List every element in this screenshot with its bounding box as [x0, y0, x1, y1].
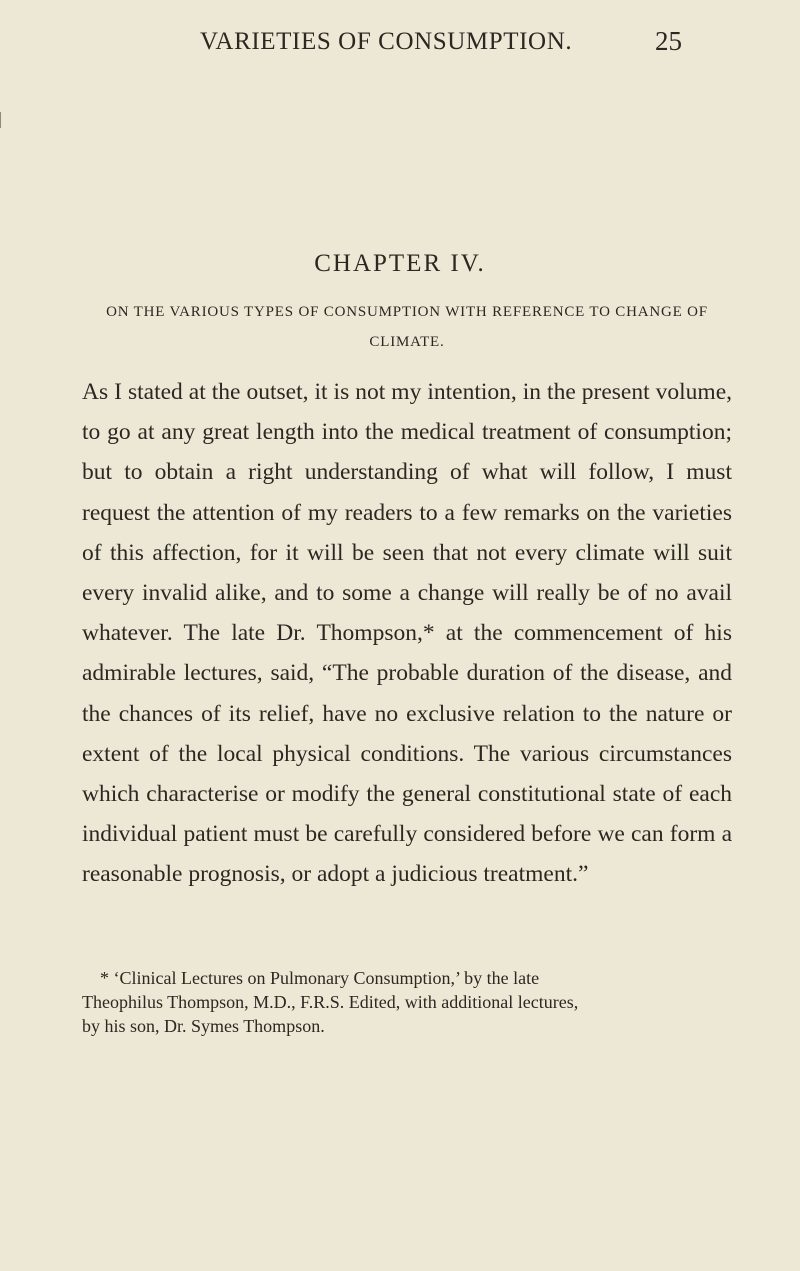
- footnote-line: Theophilus Thompson, M.D., F.R.S. Edited, with additional lectures,: [82, 992, 579, 1012]
- body-paragraph: As I stated at the outset, it is not my intention, in the present volume, to go at any great length into the medical treatment of consumption; but to obtain a right understanding of what will follow, I must request the attention of my readers to a few remarks on the varieties of this affection, for it will be seen that not every climate will suit every invalid alike, and to some a change will really be of no avail whatever. The late Dr. Thompson,* at the commencement of his admirable lectures, said, “The probable duration of the disease, and the chances of its relief, have no exclusive relation to the nature or extent of the local physical conditions. The various circumstances which characterise or modify the general constitutional state of each individual patient must be carefully considered before we can form a reasonable prognosis, or adopt a judicious treatment.”: [82, 379, 732, 888]
- footnote-line: by his son, Dr. Symes Thompson.: [82, 1016, 325, 1036]
- chapter-subtitle: ON THE VARIOUS TYPES OF CONSUMPTION WITH REFERENCE TO CHANGE OF CLIMATE.: [106, 304, 708, 350]
- page-number: 25: [655, 26, 682, 56]
- running-title: VARIETIES OF CONSUMPTION.: [200, 28, 573, 55]
- margin-mark: [0, 112, 1, 128]
- chapter-title: CHAPTER IV.: [314, 250, 486, 277]
- footnote: [82, 966, 732, 1038]
- footnote-line: * ‘Clinical Lectures on Pulmonary Consumption,’ by the late: [100, 968, 540, 988]
- running-head: [90, 18, 790, 68]
